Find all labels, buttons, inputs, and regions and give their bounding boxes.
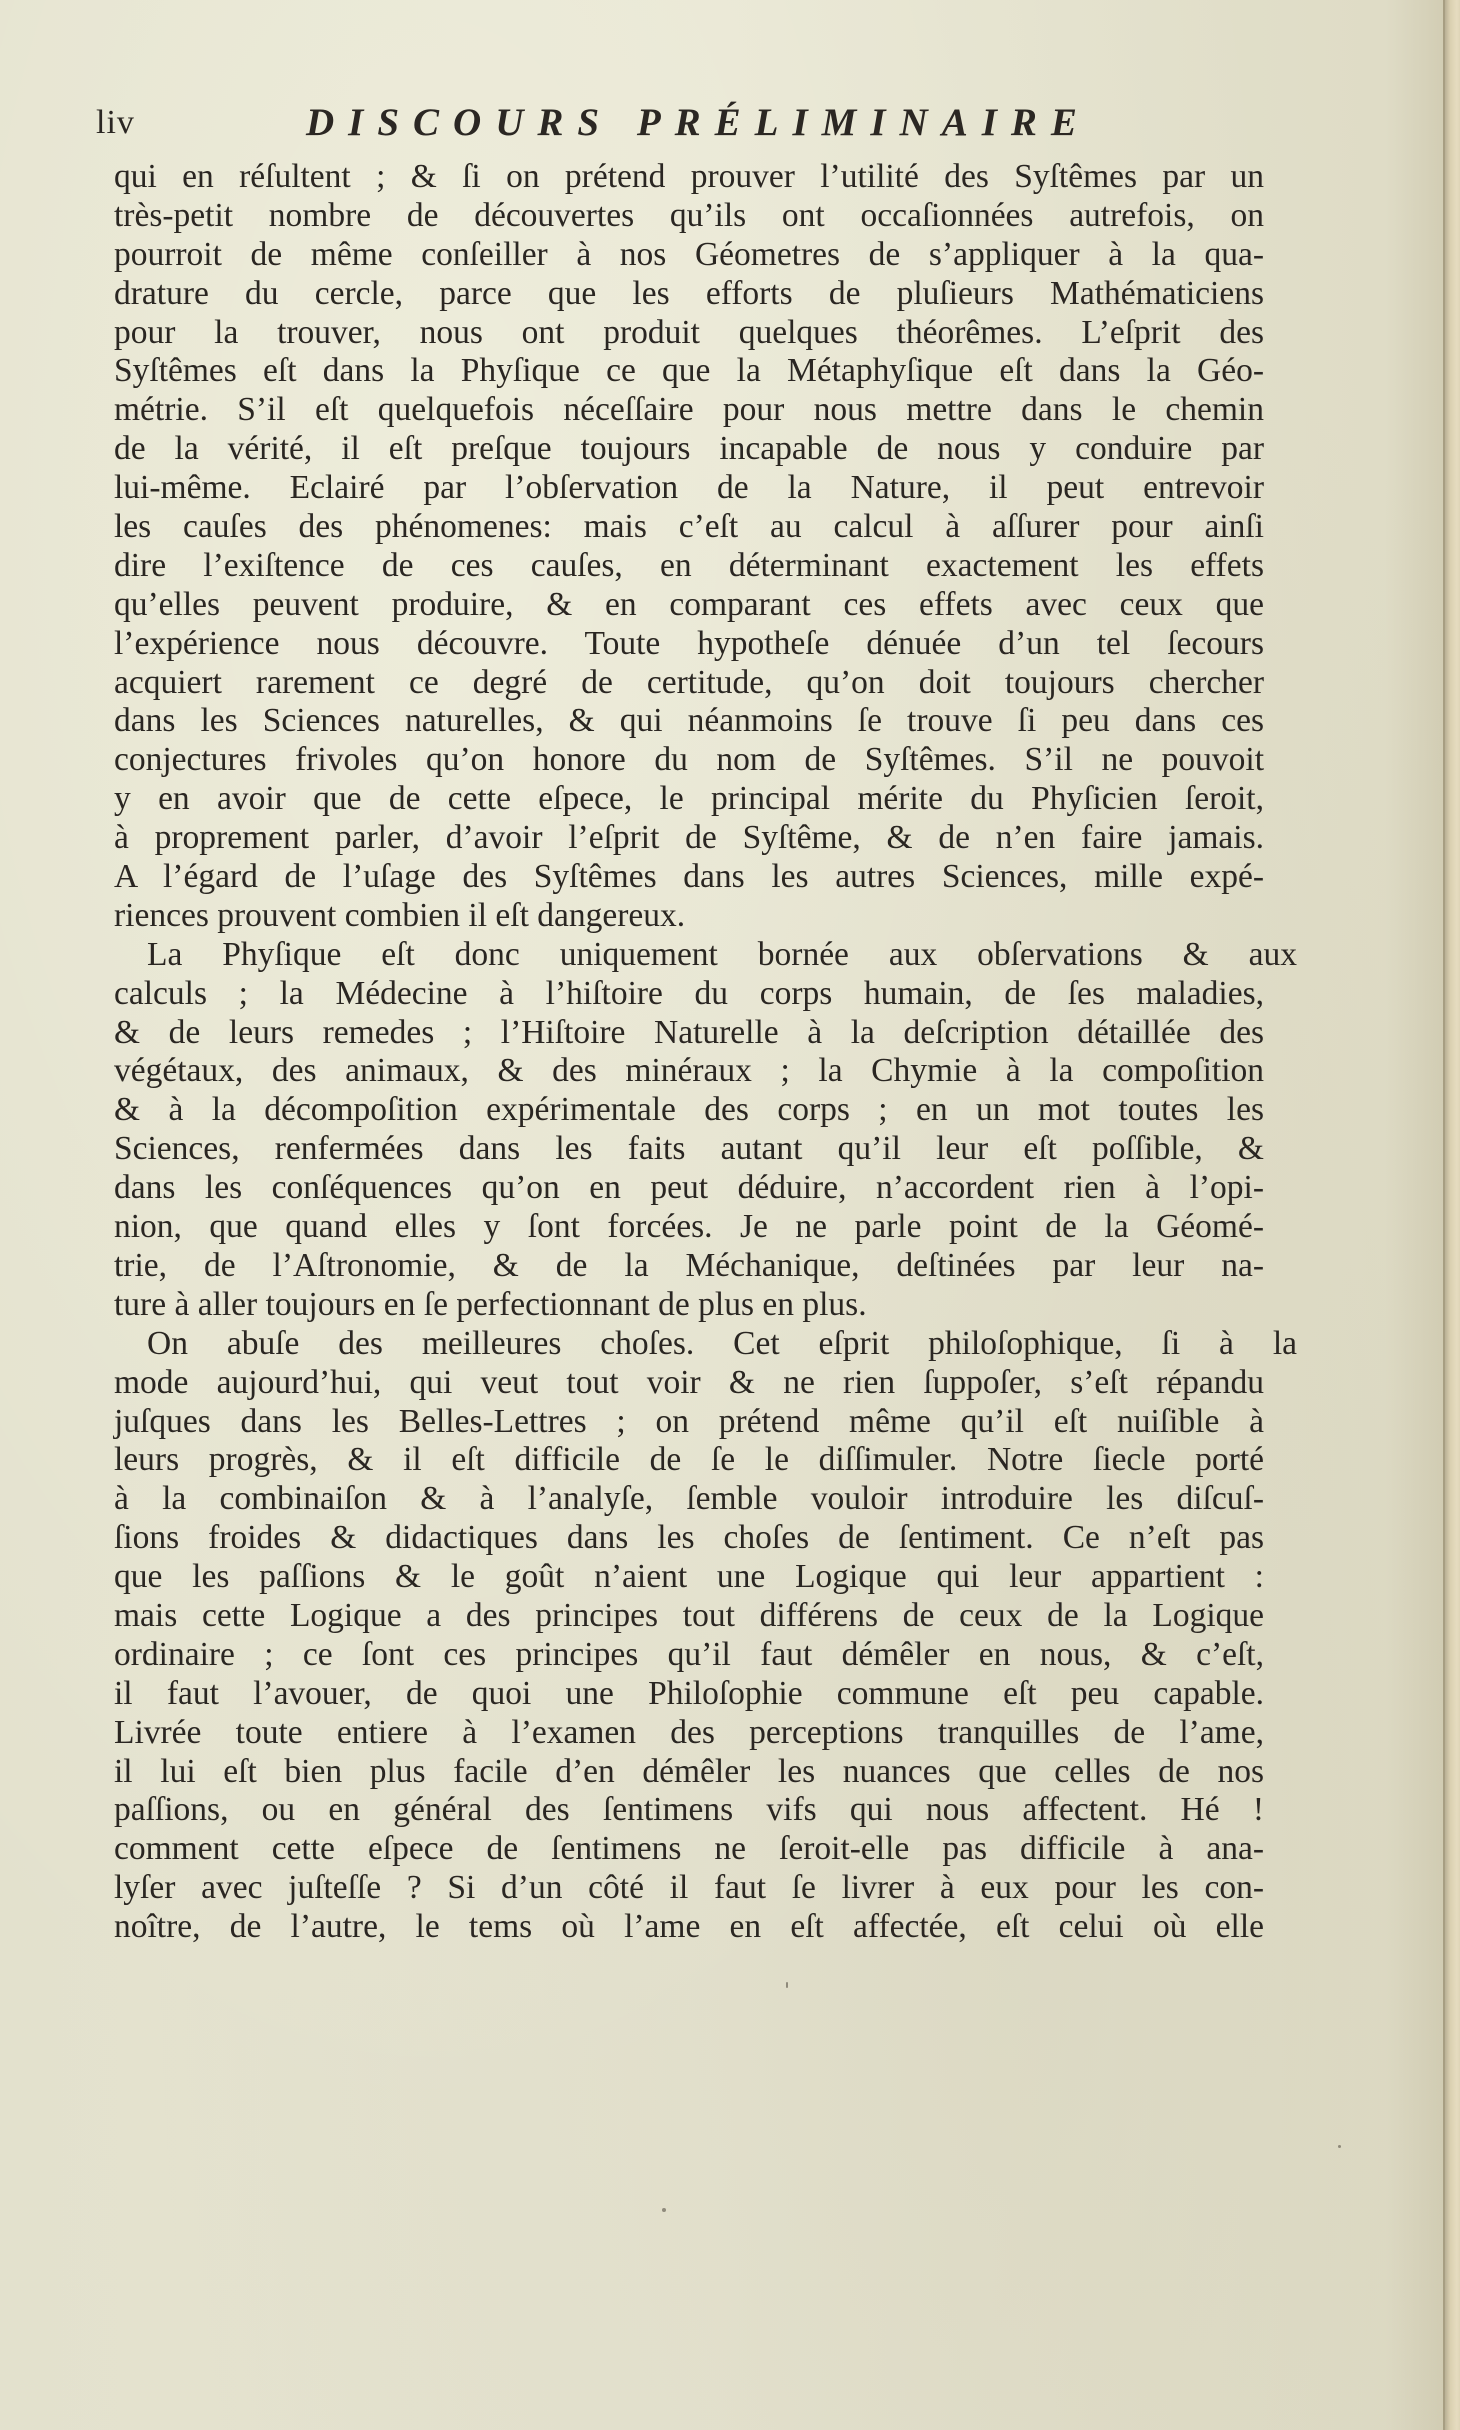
text-line: calculs ; la Médecine à l’hiſtoire du corps humain, de ſes maladies, xyxy=(114,974,1264,1012)
text-line: noître, de l’autre, le tems où l’ame en eſt affectée, eſt celui où elle xyxy=(114,1908,1264,1946)
text-line: y en avoir que de cette eſpece, le principal mérite du Phyſicien ſeroit, xyxy=(114,780,1264,818)
text-line: il faut l’avouer, de quoi une Philoſophie commune eſt peu capable. xyxy=(114,1674,1264,1712)
text-line: dans les Sciences naturelles, & qui néanmoins ſe trouve ſi peu dans ces xyxy=(114,702,1264,740)
text-line: qu’elles peuvent produire, & en comparant ces effets avec ceux que xyxy=(114,585,1264,623)
paragraph xyxy=(114,158,1264,936)
text-line: leurs progrès, & il eſt difficile de ſe le diſſimuler. Notre ſiecle porté xyxy=(114,1441,1264,1479)
text-line: que les paſſions & le goût n’aient une Logique qui leur appartient : xyxy=(114,1558,1264,1596)
text-line: dire l’exiſtence de ces cauſes, en déterminant exactement les effets xyxy=(114,546,1264,584)
body-text xyxy=(114,158,1297,1947)
text-line: les cauſes des phénomenes: mais c’eſt au calcul à aſſurer pour ainſi xyxy=(114,508,1264,546)
paper-speck xyxy=(1338,2145,1341,2148)
text-line: à proprement parler, d’avoir l’eſprit de Syſtême, & de n’en faire jamais. xyxy=(114,819,1264,857)
text-line: pour la trouver, nous ont produit quelques théorêmes. L’eſprit des xyxy=(114,313,1264,351)
text-line: métrie. S’il eſt quelquefois néceſſaire pour nous mettre dans le chemin xyxy=(114,391,1264,429)
text-line: acquiert rarement ce degré de certitude, qu’on doit toujours chercher xyxy=(114,663,1264,701)
paragraph xyxy=(114,1324,1297,1947)
text-line: paſſions, ou en général des ſentimens vifs qui nous affectent. Hé ! xyxy=(114,1791,1264,1829)
text-line: ture à aller toujours en ſe perfectionnant de plus en plus. xyxy=(114,1285,867,1323)
page-number: liv xyxy=(96,104,135,141)
text-line: pourroit de même conſeiller à nos Géometres de s’appliquer à la qua- xyxy=(114,235,1264,273)
text-line: & à la décompoſition expérimentale des corps ; en un mot toutes les xyxy=(114,1091,1264,1129)
paragraph xyxy=(114,935,1297,1325)
text-line: il lui eſt bien plus facile d’en démêler les nuances que celles de nos xyxy=(114,1752,1264,1790)
page-header xyxy=(92,100,1272,150)
text-line: ſions froides & didactiques dans les choſes de ſentiment. Ce n’eſt pas xyxy=(114,1519,1264,1557)
text-line: végétaux, des animaux, & des minéraux ; la Chymie à la compoſition xyxy=(114,1052,1264,1090)
text-line: Sciences, renfermées dans les faits autant qu’il leur eſt poſſible, & xyxy=(114,1130,1264,1168)
text-line: nion, que quand elles y ſont forcées. Je ne parle point de la Géomé- xyxy=(114,1208,1264,1246)
text-line: La Phyſique eſt donc uniquement bornée aux obſervations & aux xyxy=(147,935,1297,973)
page-edge xyxy=(1443,0,1460,2430)
text-line: comment cette eſpece de ſentimens ne ſeroit-elle pas difficile à ana- xyxy=(114,1830,1264,1868)
text-line: mais cette Logique a des principes tout différens de ceux de la Logique xyxy=(114,1596,1264,1634)
text-line: Livrée toute entiere à l’examen des perceptions tranquilles de l’ame, xyxy=(114,1713,1264,1751)
text-line: de la vérité, il eſt preſque toujours incapable de nous y conduire par xyxy=(114,430,1264,468)
text-line: A l’égard de l’uſage des Syſtêmes dans les autres Sciences, mille expé- xyxy=(114,858,1264,896)
paper-speck xyxy=(662,2208,666,2212)
text-line: trie, de l’Aſtronomie, & de la Méchanique, deſtinées par leur na- xyxy=(114,1246,1264,1284)
running-head: DISCOURS PRÉLIMINAIRE xyxy=(306,101,1091,144)
text-line: On abuſe des meilleures choſes. Cet eſprit philoſophique, ſi à la xyxy=(147,1324,1297,1362)
text-line: qui en réſultent ; & ſi on prétend prouver l’utilité des Syſtêmes par un xyxy=(114,158,1264,195)
text-line: conjectures frivoles qu’on honore du nom de Syſtêmes. S’il ne pouvoit xyxy=(114,741,1264,779)
text-line: l’expérience nous découvre. Toute hypotheſe dénuée d’un tel ſecours xyxy=(114,624,1264,662)
text-line: riences prouvent combien il eſt dangereux. xyxy=(114,896,686,934)
text-line: très-petit nombre de découvertes qu’ils ont occaſionnées autrefois, on xyxy=(114,196,1264,234)
text-line: juſques dans les Belles-Lettres ; on prétend même qu’il eſt nuiſible à xyxy=(114,1402,1264,1440)
text-line: lyſer avec juſteſſe ? Si d’un côté il faut ſe livrer à eux pour les con- xyxy=(114,1869,1264,1907)
text-line: dans les conſéquences qu’on en peut déduire, n’accordent rien à l’opi- xyxy=(114,1169,1264,1207)
text-line: drature du cercle, parce que les efforts de pluſieurs Mathématiciens xyxy=(114,274,1264,312)
paper-speck xyxy=(786,1982,788,1988)
text-line: à la combinaiſon & à l’analyſe, ſemble vouloir introduire les diſcuſ- xyxy=(114,1480,1264,1518)
text-line: & de leurs remedes ; l’Hiſtoire Naturelle à la deſcription détaillée des xyxy=(114,1013,1264,1051)
text-line: ordinaire ; ce ſont ces principes qu’il faut démêler en nous, & c’eſt, xyxy=(114,1635,1264,1673)
text-line: mode aujourd’hui, qui veut tout voir & ne rien ſuppoſer, s’eſt répandu xyxy=(114,1363,1264,1401)
text-line: Syſtêmes eſt dans la Phyſique ce que la Métaphyſique eſt dans la Géo- xyxy=(114,352,1264,390)
text-line: lui-même. Eclairé par l’obſervation de la Nature, il peut entrevoir xyxy=(114,469,1264,507)
